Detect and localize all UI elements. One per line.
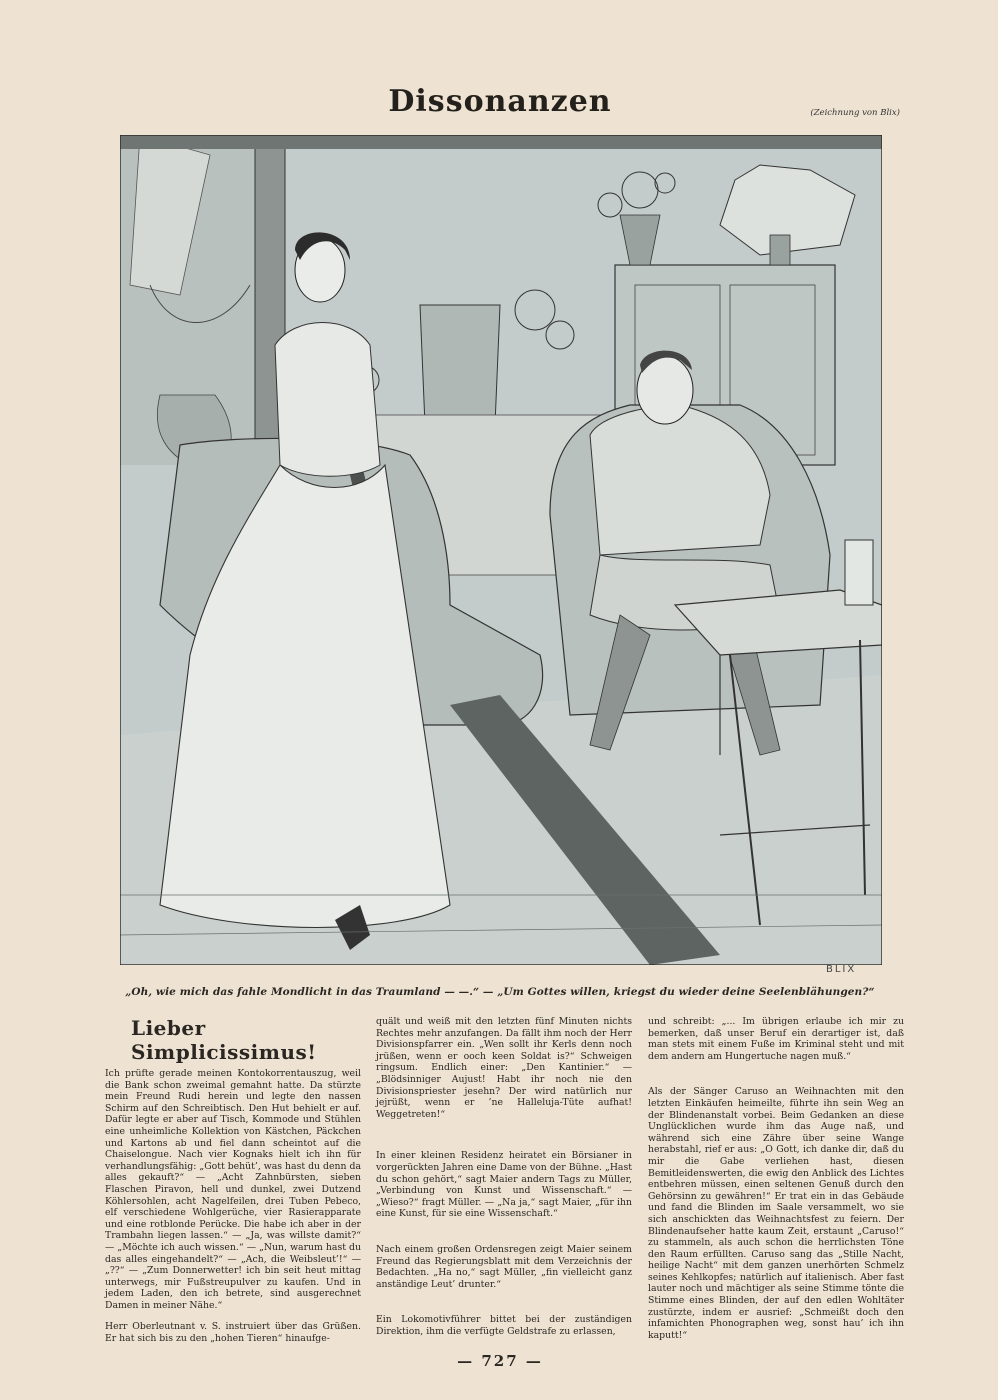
paragraph: Ein Lokomotivführer bittet bei der zuständigen Direktion, ihm die verfügte Geldstrafe zu erlassen, bbox=[376, 1314, 632, 1337]
artist-signature: BLIX bbox=[826, 964, 857, 975]
illustration bbox=[120, 135, 882, 965]
text-column-1 bbox=[105, 1016, 361, 1345]
section-heading: Lieber Simplicissimus! bbox=[131, 1016, 317, 1064]
paragraph: Herr Oberleutnant v. S. instruiert über das Grüßen. Er hat sich bis zu den „hohen Tieren“ hinaufge- bbox=[105, 1321, 361, 1345]
illustration-caption: „Oh, wie mich das fahle Mondlicht in das Traumland — —.“ — „Um Gottes willen, kriegst du wieder deine Seelenblähungen?“ bbox=[125, 986, 875, 998]
paragraph: In einer kleinen Residenz heiratet ein Börsianer in vorgerückten Jahren eine Dame von der Bühne. „Hast du schon gehört,“ sagt Maier andern Tags zu Müller, „Verbindung von Kunst und Wissenschaft.“ — „Wieso?“ fragt Müller. — „Na ja,“ sagt Maier, „für ihn eine Kunst, für sie eine Wissenschaft.“ bbox=[376, 1150, 632, 1220]
page-title: Dissonanzen bbox=[388, 84, 612, 119]
paragraph: Als der Sänger Caruso an Weihnachten mit den letzten Einkäufen heimeilte, führte ihn sein Weg an der Blindenanstalt vorbei. Beim Gedanken an diese Unglücklichen wurde ihm das Auge naß, und während sich eine Zähre über seine Wange herabstahl, rief er aus: „O Gott, ich danke dir, daß du mir die Gabe verliehen hast, diesen Bemitleidenswerten, die ewig den Anblick des Lichtes entbehren müssen, einen seltenen Genuß durch den Gehörsinn zu gewähren!“ Er trat ein in das Gebäude und fand die Blinden im Saale versammelt, wo sie sich anschickten das Weihnachtsfest zu feiern. Der Blindenaufseher hatte kaum Zeit, erstaunt „Caruso!“ zu stammeln, als auch schon die herrlichsten Töne den Raum erfüllten. Caruso sang das „Stille Nacht, heilige Nacht“ mit dem ganzen unerhörten Schmelz seines Kehlkopfes; natürlich auf italienisch. Aber fast lauter noch und mächtiger als seine Stimme tönte die Stimme eines Blinden, der auf den edlen Wohltäter zustürzte, indem er ausrief: „Schmeißt doch den infamichten Phonographen weg, sonst hau’ ich ihn kaputt!“ bbox=[648, 1086, 904, 1341]
page-number: — 727 — bbox=[457, 1352, 543, 1370]
text-column-3 bbox=[648, 1016, 904, 1341]
paragraph: Nach einem großen Ordensregen zeigt Maier seinem Freund das Regierungsblatt mit dem Verzeichnis der Bedachten. „Ha no,“ sagt Müller, „fin vielleicht ganz anständige Leut’ drunter.“ bbox=[376, 1243, 632, 1290]
paragraph: Ich prüfte gerade meinen Kontokorrentauszug, weil die Bank schon zweimal gemahnt hatte. Da stürzte mein Freund Rudi herein und legte den nassen Schirm auf den Schreibtisch. Den Hut behielt er auf. Dafür legte er aber auf Tisch, Kommode und Stühlen eine unheimliche Kollektion von Kästchen, Päckchen und Kartons ab und fiel dann scheintot auf die Chaiselongue. Nach vier Kognaks hielt ich ihn für verhandlungsfähig: „Gott behüt’, was hast du denn da alles gekauft?“ — „Acht Zahnbürsten, sieben Flaschen Piravon, hell und dunkel, zwei Dutzend Köhlersohlen, acht Nagelfeilen, drei Tuben Pebeco, elf verschiedene Wohlgerüche, vier Rasierapparate und eine rotblonde Perücke. Die habe ich aber in der Trambahn liegen lassen.“ — „Ja, was willste damit?“ — „Möchte ich auch wissen.“ — „Nun, warum hast du das alles eingehandelt?“ — „Ach, die Weibsleut’!“ — „??“ — „Zum Donnerwetter! ich bin seit heut mittag unterwegs, mir Fußstreupulver zu kaufen. Und in jedem Laden, den ich betrete, sind ausgerechnet Damen in meiner Nähe.“ bbox=[105, 1068, 361, 1311]
text-column-2 bbox=[376, 1016, 632, 1337]
illustration-credit: (Zeichnung von Blix) bbox=[810, 108, 900, 118]
illustration-drawing bbox=[120, 135, 882, 965]
paragraph: und schreibt: „... Im übrigen erlaube ich mir zu bemerken, daß unser Beruf ein derartiger ist, daß man stets mit einem Fuße im Kriminal steht und mit dem andern am Hungertuche nagen muß.“ bbox=[648, 1016, 904, 1062]
paragraph: quält und weiß mit den letzten fünf Minuten nichts Rechtes mehr anzufangen. Da fällt ihm noch der Herr Divisionspfarrer ein. „Wen sollt ihr Kerls denn noch jrüßen, wenn er ooch keen Soldat is?“ Schweigen ringsum. Endlich einer: „Den Kantinier.“ — „Blödsinniger Aujust! Habt ihr noch nie den Divisionspriester jesehn? Der wird natürlich nur jejrüßt, wenn er ’ne Halleluja-Tüte aufhat! Weggetreten!“ bbox=[376, 1016, 632, 1120]
